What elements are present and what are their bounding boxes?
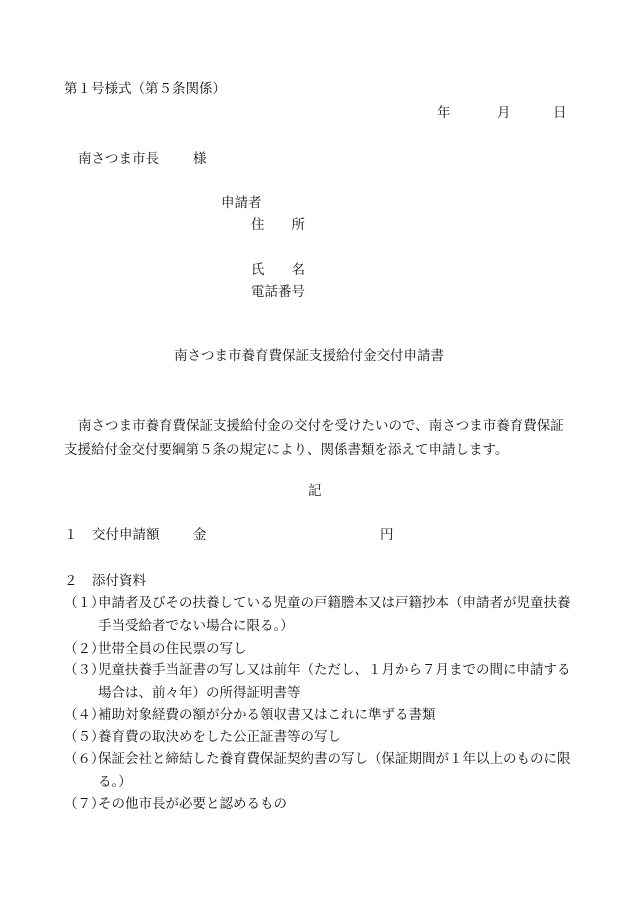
section2-label: 添付資料 xyxy=(92,573,146,589)
attachment-item-text: 申請者及びその扶養している児童の戸籍謄本又は戸籍抄本（申請者が児童扶養手当受給者でない場合に限る。） xyxy=(98,595,571,634)
attachment-item-number: （４） xyxy=(64,707,105,723)
attachment-item-text: 世帯全員の住民票の写し xyxy=(98,641,247,657)
attachment-item-5 xyxy=(64,726,574,749)
address-label: 住 所 xyxy=(251,217,305,233)
section1-number: １ xyxy=(64,527,78,543)
section2-number: ２ xyxy=(64,573,78,589)
attachment-item-1 xyxy=(64,592,574,638)
attachment-item-text: 児童扶養手当証書の写し又は前年（ただし、１月から７月までの間に申請する場合は、前々年）の所得証明書等 xyxy=(98,662,571,701)
date-month-label: 月 xyxy=(497,105,511,121)
section1-label: 交付申請額 xyxy=(92,527,160,543)
applicant-label: 申請者 xyxy=(221,195,262,211)
attachment-item-text: その他市長が必要と認めるもの xyxy=(98,796,287,812)
document-title: 南さつま市養育費保証支援給付金交付申請書 xyxy=(174,348,444,364)
attachment-item-number: （７） xyxy=(64,796,105,812)
attachment-item-number: （３） xyxy=(64,662,105,678)
attachment-item-number: （１） xyxy=(64,595,105,611)
attachment-item-number: （６） xyxy=(64,751,105,767)
attachment-item-text: 補助対象経費の額が分かる領収書又はこれに準ずる書類 xyxy=(98,707,436,723)
ki-heading: 記 xyxy=(308,483,322,499)
addressee-honorific: 様 xyxy=(193,151,207,167)
attachment-item-3 xyxy=(64,659,574,705)
attachment-item-number: （２） xyxy=(64,641,105,657)
attachment-item-number: （５） xyxy=(64,729,105,745)
attachment-item-text: 保証会社と締結した養育費保証契約書の写し（保証期間が１年以上のものに限る。） xyxy=(98,751,571,790)
body-paragraph: 南さつま市養育費保証支援給付金の交付を受けたいので、南さつま市養育費保証支援給付金交付要綱第５条の規定により、関係書類を添えて申請します。 xyxy=(64,418,564,458)
attachment-item-4 xyxy=(64,704,574,727)
amount-unit: 円 xyxy=(380,527,394,543)
attachment-item-7 xyxy=(64,793,574,816)
amount-prefix: 金 xyxy=(193,527,207,543)
phone-label: 電話番号 xyxy=(251,284,305,300)
date-year-label: 年 xyxy=(437,105,451,121)
attachment-item-2 xyxy=(64,638,574,661)
addressee-name: 南さつま市長 xyxy=(78,151,159,167)
date-day-label: 日 xyxy=(553,105,567,121)
name-label: 氏 名 xyxy=(251,262,305,278)
attachment-item-text: 養育費の取決めをした公正証書等の写し xyxy=(98,729,341,745)
form-number: 第１号様式（第５条関係） xyxy=(64,81,226,97)
attachment-item-6 xyxy=(64,748,574,794)
